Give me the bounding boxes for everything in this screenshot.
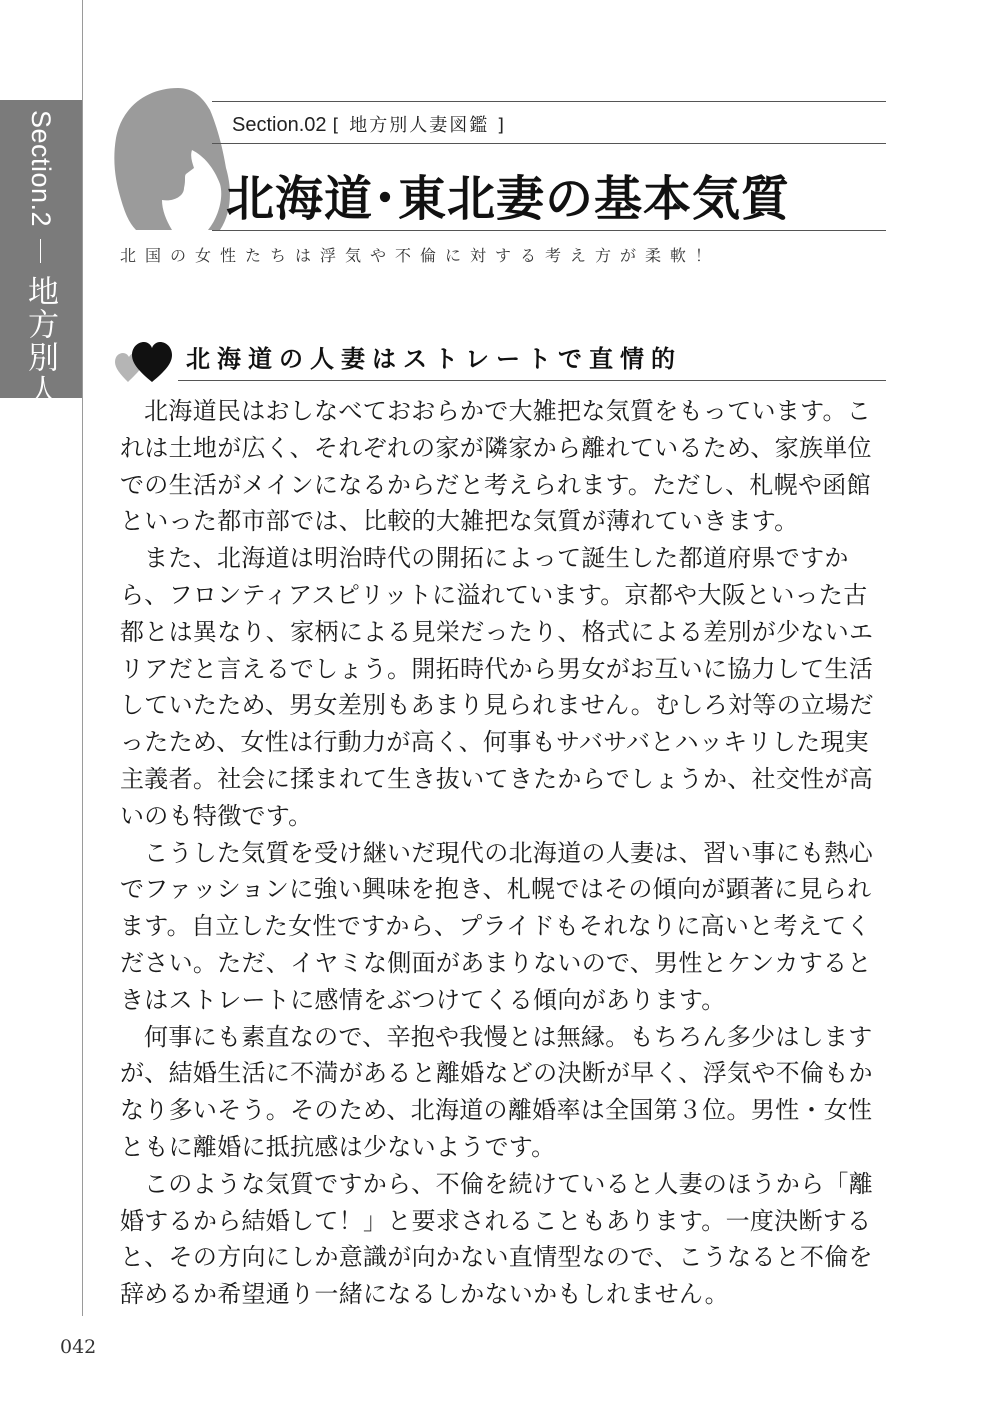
header-bottom-rule <box>212 230 886 231</box>
body-paragraph: また、北海道は明治時代の開拓によって誕生した都道府県ですから、フロンティアスピリットに溢れています。京都や大阪といった古都とは異なり、家柄による見栄だったり、格式による差別が少ないエリアだと言えるでしょう。開拓時代から男女がお互いに協力して生活していたため、男女差別もあまり見られません。むしろ対等の立場だったため、女性は行動力が高く、何事もサバサバとハッキリした現実主義者。社会に揉まれて生き抜いてきたからでしょうか、社交性が高いのも特徴です。 <box>120 544 874 830</box>
chapter-side-tab[interactable] <box>0 100 82 507</box>
page-title: 北海道･東北妻の基本気質 <box>226 171 791 227</box>
margin-rule <box>82 0 83 1316</box>
header-middle-rule <box>212 143 886 144</box>
page-number: 042 <box>60 1336 97 1358</box>
woman-silhouette-icon <box>100 84 232 232</box>
section-label <box>232 111 506 137</box>
header-top-rule <box>212 101 886 102</box>
body-paragraph: 北海道民はおしなべておおらかで大雑把な気質をもっています。これは土地が広く、それぞれの家が隣家から離れているため、家族単位での生活がメインになるからだと考えられます。ただし、札幌や函館といった都市部では、比較的大雑把な気質が薄れていきます。 <box>120 397 872 536</box>
section-number: Section.02 <box>232 114 327 136</box>
subsection-rule <box>178 380 886 381</box>
side-tab-text <box>18 110 63 506</box>
body-paragraph: こうした気質を受け継いだ現代の北海道の人妻は、習い事にも熱心でファッションに強い興味を抱き、札幌ではその傾向が顕著に見られます。自立した女性ですから、プライドもそれなりに高いと考えてください。ただ、イヤミな側面があまりないので、男性とケンカするときはストレートに感情をぶつけてくる傾向があります。 <box>120 838 873 1014</box>
subsection-heading: 北海道の人妻はストレートで直情的 <box>186 345 682 373</box>
side-tab-title: 地方別人妻図鑑 <box>22 275 58 507</box>
hearts-icon <box>114 336 174 384</box>
page-subtitle: 北国の女性たちは浮気や不倫に対する考え方が柔軟！ <box>120 246 721 265</box>
section-category: [ 地方別人妻図鑑 ] <box>332 115 507 136</box>
body-paragraph: 何事にも素直なので、辛抱や我慢とは無縁。もちろん多少はしますが、結婚生活に不満があると離婚などの決断が早く、浮気や不倫もかなり多いそう。そのため、北海道の離婚率は全国第３位。男性・女性ともに離婚に抵抗感は少ないようです。 <box>120 1022 873 1161</box>
body-text <box>120 393 890 1313</box>
side-tab-divider <box>40 239 41 263</box>
side-tab-section: Section.2 <box>26 110 56 228</box>
body-paragraph: このような気質ですから、不倫を続けていると人妻のほうから「離婚するから結婚して！」と要求されることもあります。一度決断すると、その方向にしか意識が向かない直情型なので、こうなると不倫を辞めるか希望通り一緒になるしかないかもしれません。 <box>120 1169 873 1309</box>
